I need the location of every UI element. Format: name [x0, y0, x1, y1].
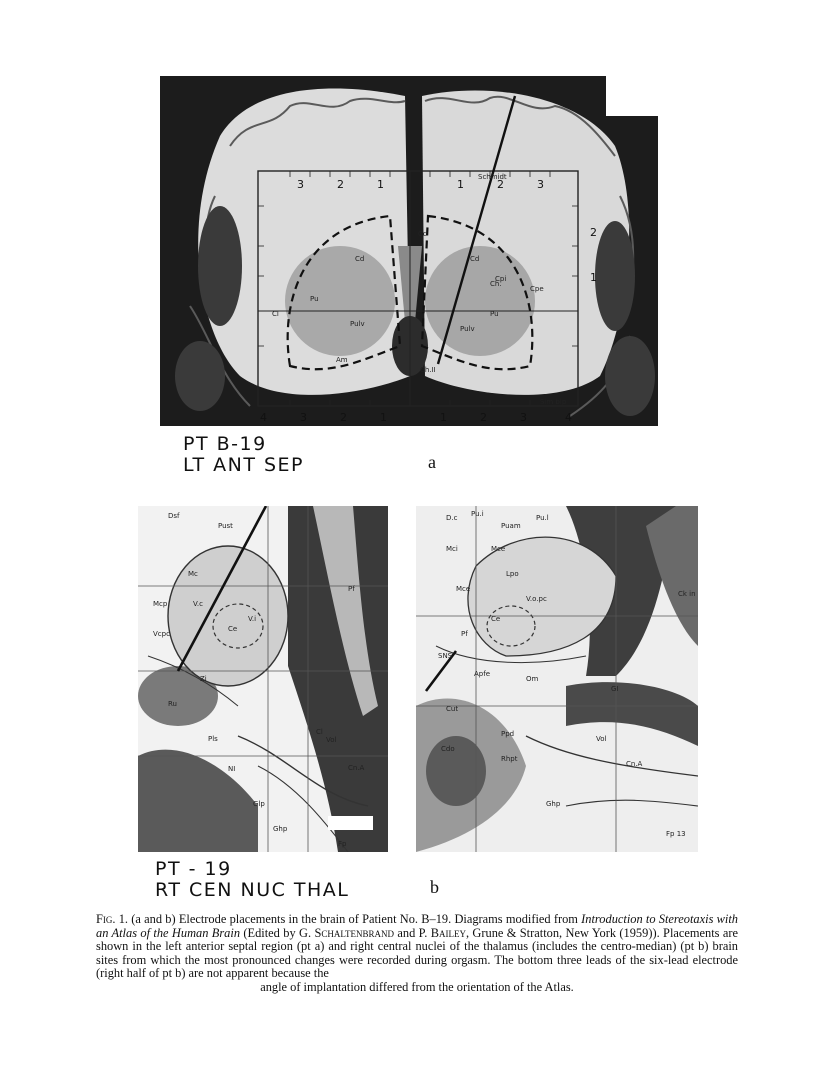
grid-number: 3 — [537, 178, 544, 191]
figure-label: Fig. 1. — [96, 912, 129, 926]
atlas-mark: Cpe — [530, 285, 544, 293]
atlas-mark: V.i — [248, 615, 257, 623]
grid-number: 1 — [440, 411, 447, 424]
atlas-mark: Glp — [253, 800, 265, 808]
atlas-mark: Pf — [461, 630, 468, 638]
atlas-mark: Vcpc — [153, 630, 170, 638]
atlas-mark: Mci — [446, 545, 458, 553]
atlas-mark: Zi — [200, 675, 207, 683]
atlas-mark: Om — [526, 675, 539, 683]
atlas-mark: Cdo — [441, 745, 455, 753]
atlas-mark: Pls — [208, 735, 218, 743]
grid-number: 2 — [340, 411, 347, 424]
atlas-mark: Mc — [188, 570, 198, 578]
atlas-mark: Schmidt — [478, 173, 507, 181]
caption-text: (Edited by G. — [240, 925, 315, 940]
grid-number: 4 — [260, 411, 267, 424]
atlas-mark: Mcp — [153, 600, 168, 608]
atlas-mark: Pu.l — [536, 514, 549, 522]
atlas-mark: Cpi — [495, 275, 507, 283]
atlas-mark: D.c — [446, 514, 458, 522]
grid-number: 1 — [380, 411, 387, 424]
atlas-mark: Cd — [355, 255, 365, 263]
grid-number: 3 — [300, 411, 307, 424]
figure-caption — [96, 913, 738, 995]
atlas-mark: Pulv — [460, 325, 475, 333]
atlas-mark: Cl — [316, 728, 323, 736]
atlas-mark: Cl — [272, 310, 279, 318]
atlas-mark: Fp — [338, 840, 347, 848]
atlas-mark: SNS — [438, 652, 453, 660]
grid-number: 2 — [497, 178, 504, 191]
atlas-mark: Mce — [491, 545, 506, 553]
caption-text: (a and b) Electrode placements in the brain of Patient No. B–19. Diagrams modified from — [128, 912, 582, 926]
atlas-mark: Cn.A — [348, 764, 365, 772]
panel-b-site-label: RT CEN NUC THAL — [155, 879, 350, 901]
atlas-mark: V.o.pc — [526, 595, 547, 603]
panel-a-patient-label: PT B-19 — [183, 433, 267, 455]
atlas-mark: Ch. — [490, 280, 502, 288]
atlas-mark: GI — [611, 685, 619, 693]
atlas-mark: Pf — [348, 585, 355, 593]
panel-b-patient-label: PT - 19 — [155, 858, 232, 880]
atlas-mark: Cd — [470, 255, 480, 263]
panel-a-letter: a — [428, 452, 436, 472]
atlas-mark: Am — [336, 356, 348, 364]
atlas-mark: Ghp — [273, 825, 288, 833]
caption-text: and P. — [394, 925, 431, 940]
atlas-mark: NI — [228, 765, 236, 773]
atlas-mark: Ce — [491, 615, 501, 623]
grid-number: 1 — [377, 178, 384, 191]
atlas-mark: Fp 13 — [666, 830, 686, 838]
grid-number: 3 — [520, 411, 527, 424]
grid-number: 1 — [590, 271, 597, 284]
thalamus-atlas-left-image — [138, 506, 388, 852]
atlas-mark: Pu.i — [471, 510, 484, 518]
atlas-mark: Puam — [501, 522, 521, 530]
atlas-mark: Cn.A — [626, 760, 643, 768]
thalamus-atlas-right-image — [416, 506, 698, 852]
atlas-mark: V.c — [193, 600, 203, 608]
atlas-mark: Ppd — [501, 730, 515, 738]
grid-number: 4 — [565, 411, 572, 424]
atlas-mark: Pust — [218, 522, 233, 530]
atlas-mark: Sim blp — [540, 398, 567, 406]
atlas-mark: Mce — [456, 585, 471, 593]
grid-number: 2 — [480, 411, 487, 424]
grid-number: 3 — [297, 178, 304, 191]
atlas-mark: Dsf — [168, 512, 180, 520]
atlas-mark: Vol — [596, 735, 607, 743]
coronal-brain-section-image — [160, 76, 658, 426]
grid-number: 2 — [590, 226, 597, 239]
atlas-mark: Pulv — [350, 320, 365, 328]
atlas-mark: Pu — [310, 295, 319, 303]
grid-number: 2 — [337, 178, 344, 191]
atlas-mark: Ghp — [546, 800, 561, 808]
atlas-mark: Cut — [446, 705, 459, 713]
caption-text: , Grune & Stratton, New York (1959)). Placements are shown in the left anterior septal region (pt a) and right central nuclei of the thalamus (includes the centro-median) (pt b) brain sites from which the most pronounced changes were recorded during orgasm. The bottom three leads of the six-lead electrode (right half of pt b) are not apparent because the — [96, 925, 738, 981]
caption-last-line: angle of implantation differed from the orientation of the Atlas. — [260, 979, 574, 994]
grid-number: 1 — [457, 178, 464, 191]
atlas-mark: Vol — [326, 736, 337, 744]
atlas-mark: Pu — [490, 310, 499, 318]
atlas-mark: Ru — [168, 700, 177, 708]
author-name: Bailey — [430, 925, 466, 940]
atlas-mark: Ce — [228, 625, 238, 633]
panel-b-letter: b — [430, 877, 439, 897]
atlas-mark: Ck in — [678, 590, 696, 598]
atlas-mark: Apfe — [474, 670, 491, 678]
atlas-mark: Cc — [418, 230, 427, 238]
atlas-mark: Rhpt — [501, 755, 518, 763]
panel-a-site-label: LT ANT SEP — [183, 454, 304, 476]
atlas-mark: Ch.II — [420, 366, 436, 374]
book-title: Introduction to Stereotaxis with an Atlas of the Human Brain — [96, 912, 738, 940]
author-name: Schaltenbrand — [314, 925, 395, 940]
atlas-mark: Lpo — [506, 570, 519, 578]
